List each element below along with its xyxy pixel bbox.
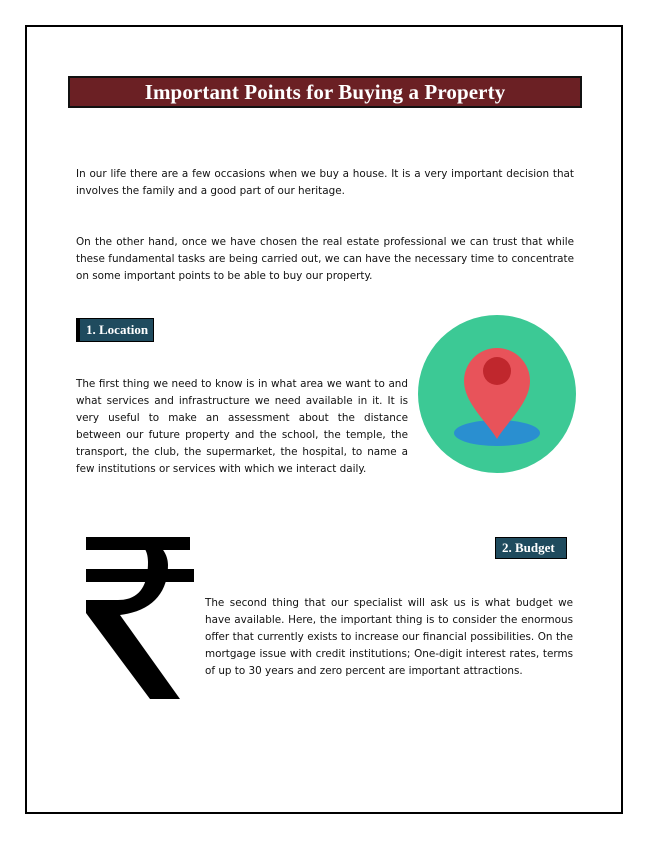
location-pin-icon — [418, 315, 576, 473]
location-paragraph: The first thing we need to know is in what area we want to and what services and infrastructure we need available in it. It is very useful to make an assessment about the distance between our future property and the school, the temple, the transport, the club, the supermarket, the hospital, to name a few institutions or services with which we interact daily. — [76, 378, 408, 475]
rupee-symbol-icon — [84, 537, 196, 699]
title-banner — [68, 76, 582, 108]
location-heading: 1. Location — [76, 318, 154, 342]
budget-paragraph: The second thing that our specialist will ask us is what budget we have available. Here, the important thing is to consider the enormous offer that currently exists to increase our financial possibilities. On the mortgage issue with credit institutions; One-digit interest rates, terms of up to 30 years and zero percent are important attractions. — [205, 597, 573, 677]
budget-heading: 2. Budget — [495, 537, 567, 559]
second-paragraph: On the other hand, once we have chosen the real estate professional we can trust that while these fundamental tasks are being carried out, we can have the necessary time to concentrate on some important points to be able to buy our property. — [76, 236, 574, 282]
page-title: Important Points for Buying a Property — [144, 79, 506, 104]
intro-paragraph: In our life there are a few occasions when we buy a house. It is a very important decision that involves the family and a good part of our heritage. — [76, 168, 574, 197]
